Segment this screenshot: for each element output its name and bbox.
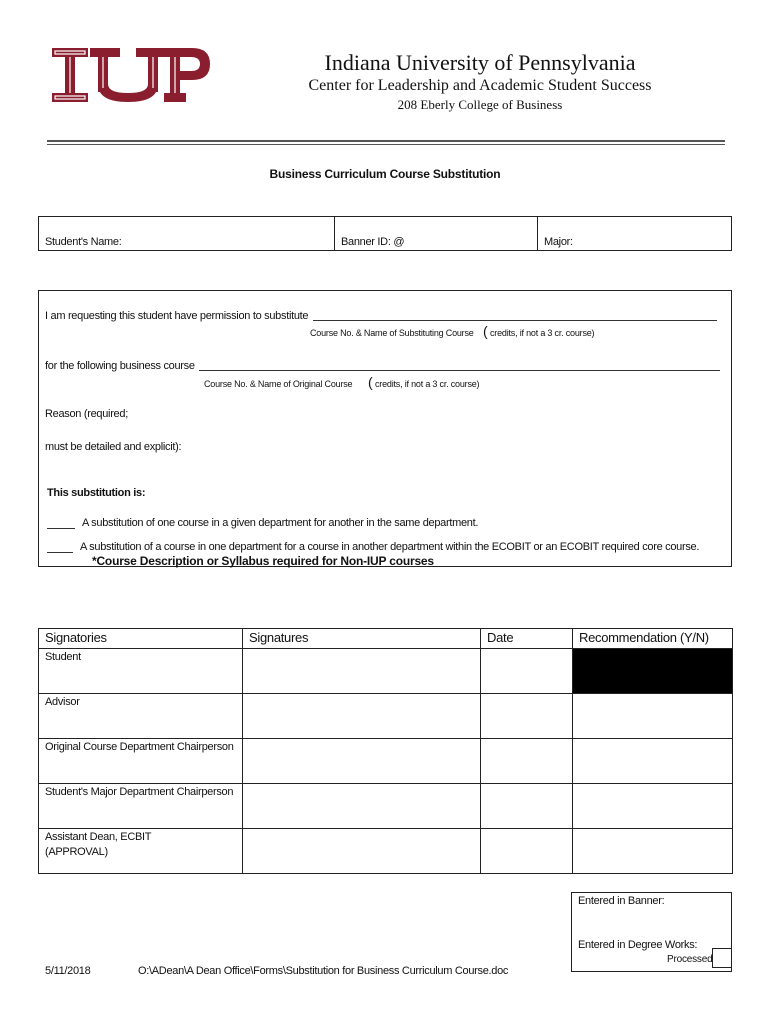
substitution-heading: This substitution is: bbox=[47, 487, 146, 499]
original-credits-paren: ( bbox=[368, 374, 373, 390]
iup-logo bbox=[52, 44, 212, 106]
center-name: Center for Leadership and Academic Student Success bbox=[308, 77, 652, 94]
recommendation-cell[interactable] bbox=[573, 739, 733, 784]
syllabus-note: *Course Description or Syllabus required for Non-IUP courses bbox=[92, 554, 434, 568]
office-address: 208 Eberly College of Business bbox=[397, 97, 563, 112]
form-title: Business Curriculum Course Substitution bbox=[269, 167, 501, 181]
banner-id-field[interactable]: Banner ID: @ bbox=[341, 236, 405, 248]
entered-degree-works-label: Entered in Degree Works: bbox=[578, 939, 698, 951]
header-signatures: Signatures bbox=[243, 629, 481, 649]
signatory-original-chair: Original Course Department Chairperson bbox=[39, 739, 243, 784]
header-recommendation: Recommendation (Y/N) bbox=[573, 629, 733, 649]
signatory-advisor: Advisor bbox=[39, 694, 243, 739]
original-course-line bbox=[45, 360, 195, 372]
reason-label-detail: must be detailed and explicit): bbox=[45, 441, 182, 453]
table-row bbox=[39, 739, 733, 784]
original-course-text: for the following business course bbox=[45, 360, 195, 372]
option-other-dept-checkbox[interactable] bbox=[47, 541, 73, 553]
table-row bbox=[39, 649, 733, 694]
header-divider-thin bbox=[47, 144, 725, 145]
signatures-header-row bbox=[39, 629, 733, 649]
university-name: Indiana University of Pennsylvania bbox=[324, 50, 636, 75]
table-row bbox=[39, 784, 733, 829]
substitute-request-line bbox=[45, 310, 308, 322]
substituting-credits-caption: credits, if not a 3 cr. course) bbox=[490, 328, 595, 338]
original-credits-caption: credits, if not a 3 cr. course) bbox=[375, 379, 480, 389]
option-same-dept-checkbox[interactable] bbox=[47, 517, 75, 529]
footer-file-path: O:\ADean\A Dean Office\Forms\Substitution for Business Curriculum Course.doc bbox=[138, 965, 509, 977]
date-cell[interactable] bbox=[481, 829, 573, 874]
recommendation-cell[interactable] bbox=[573, 694, 733, 739]
signature-cell[interactable] bbox=[243, 694, 481, 739]
date-cell[interactable] bbox=[481, 694, 573, 739]
header-date: Date bbox=[481, 629, 573, 649]
date-cell[interactable] bbox=[481, 784, 573, 829]
entered-banner-label: Entered in Banner: bbox=[578, 895, 665, 907]
recommendation-cell[interactable] bbox=[573, 829, 733, 874]
table-row bbox=[39, 829, 733, 874]
table-row bbox=[39, 694, 733, 739]
signature-cell[interactable] bbox=[243, 829, 481, 874]
option-same-dept-label: A substitution of one course in a given department for another in the same department. bbox=[82, 517, 479, 529]
reason-label: Reason (required; bbox=[45, 408, 128, 420]
recommendation-cell-blocked bbox=[573, 649, 733, 694]
assistant-dean-label: Assistant Dean, ECBIT bbox=[45, 831, 152, 843]
substituting-course-caption: Course No. & Name of Substituting Course bbox=[310, 328, 474, 338]
substituting-course-input[interactable] bbox=[313, 308, 717, 321]
signature-cell[interactable] bbox=[243, 739, 481, 784]
student-info-divider bbox=[334, 216, 335, 251]
signatory-assistant-dean bbox=[39, 829, 243, 874]
footer-date: 5/11/2018 bbox=[45, 965, 91, 977]
signatory-student: Student bbox=[39, 649, 243, 694]
approval-label: (APPROVAL) bbox=[45, 846, 108, 858]
header-signatories: Signatories bbox=[39, 629, 243, 649]
processed-checkbox[interactable] bbox=[712, 948, 732, 968]
signatures-table bbox=[38, 628, 733, 874]
signature-cell[interactable] bbox=[243, 649, 481, 694]
processed-label: Processed bbox=[667, 954, 713, 965]
signature-cell[interactable] bbox=[243, 784, 481, 829]
major-field[interactable]: Major: bbox=[544, 236, 573, 248]
substitute-request-text: I am requesting this student have permission to substitute bbox=[45, 310, 309, 322]
student-info-divider bbox=[537, 216, 538, 251]
original-course-input[interactable] bbox=[199, 358, 720, 371]
date-cell[interactable] bbox=[481, 739, 573, 784]
header-divider bbox=[47, 140, 725, 142]
option-other-dept-label: A substitution of a course in one department for a course in another department within the ECOBIT or an ECOBIT required core course. bbox=[80, 541, 700, 553]
original-course-caption: Course No. & Name of Original Course bbox=[204, 379, 353, 389]
substituting-credits-paren: ( bbox=[483, 323, 488, 339]
student-name-field[interactable]: Student's Name: bbox=[45, 236, 122, 248]
recommendation-cell[interactable] bbox=[573, 784, 733, 829]
date-cell[interactable] bbox=[481, 649, 573, 694]
signatory-major-chair: Student's Major Department Chairperson bbox=[39, 784, 243, 829]
